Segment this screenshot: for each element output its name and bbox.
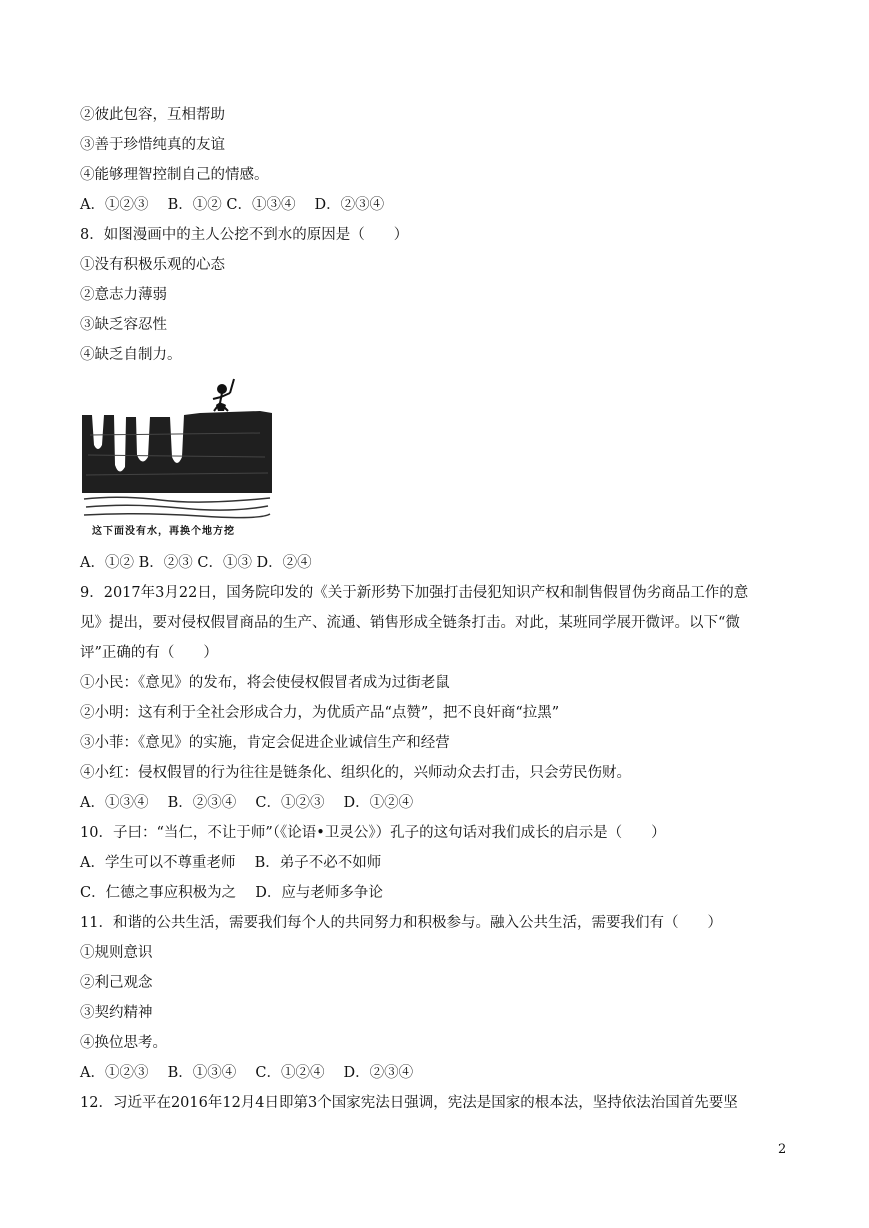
question-9-stem-line2: 见》提出，要对侵权假冒商品的生产、流通、销售形成全链条打击。对此，某班同学展开微评。以下“微 bbox=[80, 615, 740, 631]
question-9-stem-line1: 9．2017年3月22日，国务院印发的《关于新形势下加强打击侵犯知识产权和制售假冒伪劣商品工作的意 bbox=[80, 585, 749, 601]
question-11-stem: 11．和谐的公共生活，需要我们每个人的共同努力和积极参与。融入公共生活，需要我们有（ ） bbox=[80, 915, 722, 931]
answer-choices: A．学生可以不尊重老师 B．弟子不必不如师 bbox=[80, 855, 382, 871]
option-line: ②利己观念 bbox=[80, 975, 153, 991]
option-line: ③缺乏容忍性 bbox=[80, 317, 167, 333]
option-line: ②彼此包容，互相帮助 bbox=[80, 107, 225, 123]
answer-choices: A．①②③ B．①③④ C．①②④ D．②③④ bbox=[80, 1065, 414, 1081]
question-12-stem: 12．习近平在2016年12月4日即第3个国家宪法日强调，宪法是国家的根本法，坚持依法治国首先要坚 bbox=[80, 1095, 738, 1111]
option-line: ②小明：这有利于全社会形成合力，为优质产品“点赞”，把不良奸商“拉黑” bbox=[80, 705, 560, 721]
cartoon-caption: 这下面没有水，再换个地方挖 bbox=[92, 526, 235, 537]
option-line: ①规则意识 bbox=[80, 945, 153, 961]
option-line: ③善于珍惜纯真的友谊 bbox=[80, 137, 225, 153]
answer-choices: A．①③④ B．②③④ C．①②③ D．①②④ bbox=[80, 795, 414, 811]
cartoon-figure bbox=[80, 375, 300, 543]
answer-choices: A．①② B．②③ C．①③ D．②④ bbox=[80, 555, 312, 571]
question-10-stem: 10．子曰：“当仁，不让于师”（《论语•卫灵公》）孔子的这句话对我们成长的启示是（ ） bbox=[80, 825, 666, 841]
answer-choices: A．①②③ B．①② C．①③④ D．②③④ bbox=[80, 197, 385, 213]
option-line: ①没有积极乐观的心态 bbox=[80, 257, 225, 273]
option-line: ①小民：《意见》的发布，将会使侵权假冒者成为过街老鼠 bbox=[80, 675, 450, 691]
answer-choices: C．仁德之事应积极为之 D．应与老师多争论 bbox=[80, 885, 383, 901]
option-line: ④换位思考。 bbox=[80, 1035, 167, 1051]
option-line: ②意志力薄弱 bbox=[80, 287, 167, 303]
question-8-stem: 8．如图漫画中的主人公挖不到水的原因是（ ） bbox=[80, 227, 409, 243]
cartoon-illustration bbox=[80, 375, 300, 543]
option-line: ③小菲：《意见》的实施，肯定会促进企业诚信生产和经营 bbox=[80, 735, 450, 751]
option-line: ④能够理智控制自己的情感。 bbox=[80, 167, 269, 183]
page-number: 2 bbox=[778, 1142, 787, 1157]
option-line: ③契约精神 bbox=[80, 1005, 153, 1021]
option-line: ④小红：侵权假冒的行为往往是链条化、组织化的，兴师动众去打击，只会劳民伤财。 bbox=[80, 765, 631, 781]
option-line: ④缺乏自制力。 bbox=[80, 347, 182, 363]
question-9-stem-line3: 评”正确的有（ ） bbox=[80, 645, 218, 661]
